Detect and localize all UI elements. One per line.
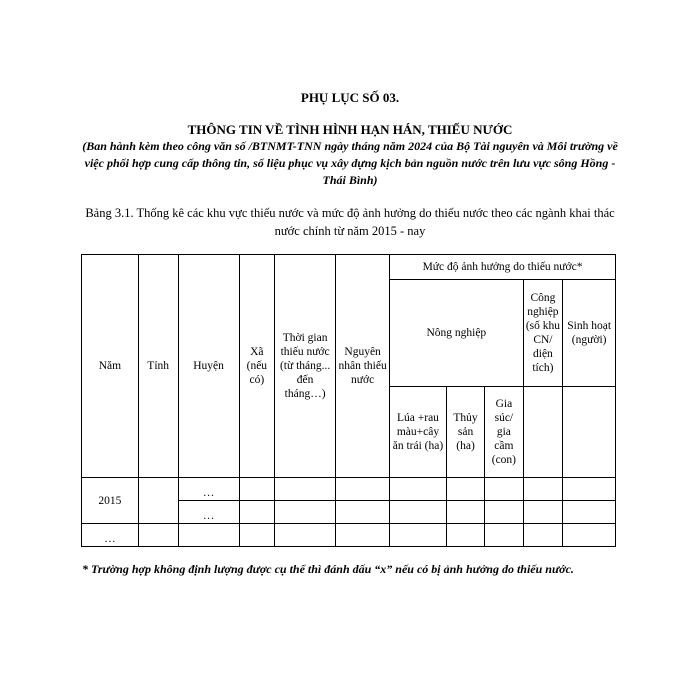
document-subtitle: (Ban hành kèm theo công văn số /BTNMT-TNN ngày tháng năm 2024 của Bộ Tài nguyên và Môi trường về việc phối hợp cung cấp thông tin, số liệu phục vụ xây dựng kịch bản nguồn nước trên lưu vực sông Hồng - Thái Bình) bbox=[82, 139, 618, 187]
header-period: Thời gian thiếu nước (từ tháng... đến tháng…) bbox=[275, 255, 336, 478]
empty-cell bbox=[390, 524, 447, 547]
table-row bbox=[82, 478, 616, 501]
header-livestock: Gia súc/ gia cầm (con) bbox=[485, 387, 523, 478]
empty-cell bbox=[563, 478, 616, 501]
empty-cell bbox=[563, 387, 616, 478]
empty-cell bbox=[446, 524, 484, 547]
empty-cell bbox=[178, 524, 239, 547]
empty-cell bbox=[523, 524, 563, 547]
header-cause: Nguyên nhân thiếu nước bbox=[336, 255, 390, 478]
empty-cell bbox=[523, 387, 563, 478]
header-domestic: Sinh hoạt (người) bbox=[563, 280, 616, 387]
empty-cell bbox=[390, 478, 447, 501]
empty-cell bbox=[336, 501, 390, 524]
empty-cell bbox=[523, 478, 563, 501]
empty-cell bbox=[563, 501, 616, 524]
appendix-heading: PHỤ LỤC SỐ 03. bbox=[300, 90, 400, 105]
header-impact: Mức độ ảnh hưởng do thiếu nước* bbox=[390, 255, 616, 280]
table-caption: Bảng 3.1. Thống kê các khu vực thiếu nước và mức độ ảnh hưởng do thiếu nước theo các ngành khai thác nước chính từ năm 2015 - nay bbox=[85, 206, 615, 238]
empty-cell bbox=[239, 524, 274, 547]
empty-cell bbox=[523, 501, 563, 524]
empty-cell bbox=[138, 524, 178, 547]
empty-cell bbox=[446, 478, 484, 501]
empty-cell bbox=[138, 478, 178, 524]
footnote: * Trường hợp không định lượng được cụ thể thì đánh dấu “x” nếu có bị ảnh hưởng do thiếu nước. bbox=[82, 562, 574, 576]
cell-year-ellipsis: … bbox=[82, 524, 139, 547]
empty-cell bbox=[390, 501, 447, 524]
header-agriculture: Nông nghiệp bbox=[390, 280, 523, 387]
header-commune: Xã (nếu có) bbox=[239, 255, 274, 478]
empty-cell bbox=[563, 524, 616, 547]
header-rice: Lúa +rau màu+cây ăn trái (ha) bbox=[390, 387, 447, 478]
empty-cell bbox=[239, 501, 274, 524]
cell-year-2015: 2015 bbox=[82, 478, 139, 524]
header-year: Năm bbox=[82, 255, 139, 478]
empty-cell bbox=[336, 478, 390, 501]
cell-district-ellipsis: … bbox=[178, 501, 239, 524]
empty-cell bbox=[275, 524, 336, 547]
empty-cell bbox=[485, 501, 523, 524]
header-industry: Công nghiệp (số khu CN/ diện tích) bbox=[523, 280, 563, 387]
empty-cell bbox=[275, 478, 336, 501]
document-title: THÔNG TIN VỀ TÌNH HÌNH HẠN HÁN, THIẾU NƯỚC bbox=[187, 122, 513, 137]
empty-cell bbox=[446, 501, 484, 524]
empty-cell bbox=[336, 524, 390, 547]
header-province: Tỉnh bbox=[138, 255, 178, 478]
empty-cell bbox=[275, 501, 336, 524]
header-aquaculture: Thủy sản (ha) bbox=[446, 387, 484, 478]
empty-cell bbox=[239, 478, 274, 501]
empty-cell bbox=[485, 524, 523, 547]
cell-district-ellipsis: … bbox=[178, 478, 239, 501]
empty-cell bbox=[485, 478, 523, 501]
statistics-table bbox=[81, 254, 616, 547]
header-district: Huyện bbox=[178, 255, 239, 478]
table-row bbox=[82, 524, 616, 547]
